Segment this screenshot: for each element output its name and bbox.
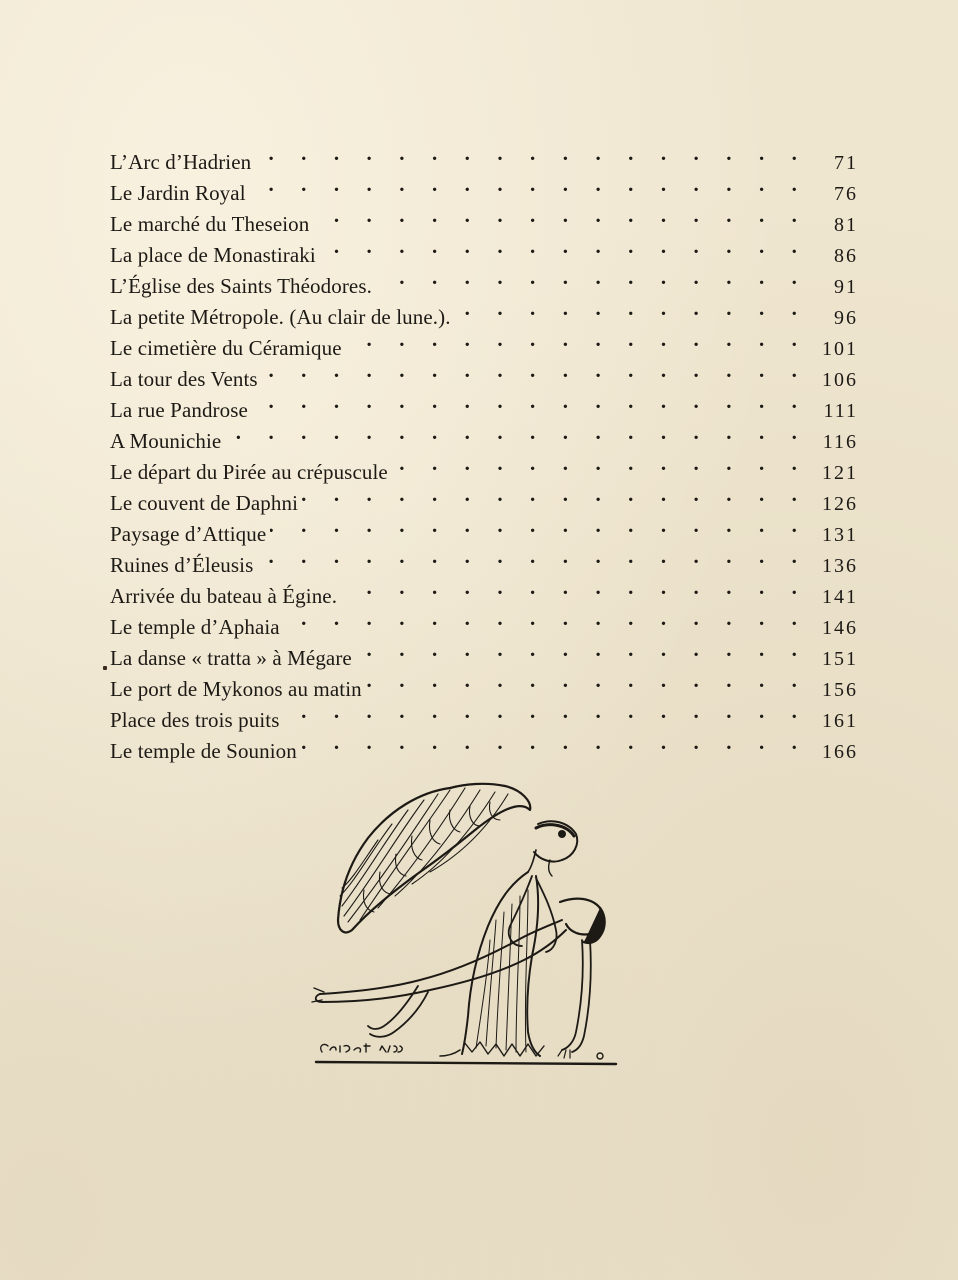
toc-entry-page: 106 bbox=[822, 369, 858, 391]
toc-entry bbox=[110, 634, 858, 670]
toc-entry bbox=[110, 572, 858, 608]
toc-entry bbox=[110, 479, 858, 515]
toc-entry-title: L’Église des Saints Théodores. bbox=[110, 274, 372, 298]
toc-entry bbox=[110, 417, 858, 453]
toc-entry bbox=[110, 138, 858, 174]
toc-entry-title: Arrivée du bateau à Égine. bbox=[110, 584, 338, 608]
toc-entry bbox=[110, 169, 858, 205]
toc-entry bbox=[110, 510, 858, 546]
toc-entry bbox=[110, 355, 858, 391]
dot-leader bbox=[284, 603, 816, 634]
toc-entry-page: 146 bbox=[822, 617, 858, 639]
toc-entry bbox=[110, 603, 858, 639]
toc-entry-title: Le temple de Sounion bbox=[110, 739, 297, 763]
dot-leader bbox=[250, 169, 816, 200]
dot-leader bbox=[455, 293, 816, 324]
table-of-contents bbox=[110, 138, 858, 763]
toc-entry-title: La tour des Vents bbox=[110, 367, 258, 391]
ink-speck bbox=[103, 666, 107, 670]
toc-entry-page: 91 bbox=[834, 276, 858, 298]
toc-entry-page: 136 bbox=[822, 555, 858, 577]
toc-entry-page: 131 bbox=[822, 524, 858, 546]
dot-leader bbox=[366, 665, 816, 696]
toc-entry-title: Le départ du Pirée au crépuscule bbox=[110, 460, 388, 484]
toc-entry-title: A Mounichie bbox=[110, 429, 222, 453]
toc-entry bbox=[110, 231, 858, 267]
dot-leader bbox=[252, 386, 816, 417]
dot-leader bbox=[257, 541, 816, 572]
winged-figure-illustration bbox=[300, 780, 630, 1080]
toc-entry-page: 76 bbox=[834, 183, 858, 205]
toc-entry-title: Ruines d’Éleusis bbox=[110, 553, 254, 577]
dot-leader bbox=[225, 417, 816, 448]
toc-entry-page: 71 bbox=[834, 152, 858, 174]
toc-entry bbox=[110, 448, 858, 484]
toc-entry-title: Le cimetière du Céramique bbox=[110, 336, 342, 360]
dot-leader bbox=[376, 262, 816, 293]
toc-entry-page: 116 bbox=[822, 431, 858, 453]
toc-entry-page: 126 bbox=[822, 493, 858, 515]
dot-leader bbox=[255, 138, 816, 169]
toc-entry-page: 166 bbox=[822, 741, 858, 763]
toc-entry bbox=[110, 200, 858, 236]
dot-leader bbox=[302, 479, 816, 510]
toc-entry-title: Le Jardin Royal bbox=[110, 181, 246, 205]
toc-entry-title: Paysage d’Attique bbox=[110, 522, 267, 546]
dot-leader bbox=[301, 727, 816, 758]
toc-entry-title: La place de Monastiraki bbox=[110, 243, 316, 267]
toc-entry-page: 151 bbox=[822, 648, 858, 670]
toc-entry-title: Le couvent de Daphni bbox=[110, 491, 299, 515]
dot-leader bbox=[284, 696, 817, 727]
toc-entry-page: 101 bbox=[822, 338, 858, 360]
toc-entry bbox=[110, 696, 858, 732]
dot-leader bbox=[346, 324, 816, 355]
toc-entry-title: Le temple d’Aphaia bbox=[110, 615, 280, 639]
dot-leader bbox=[262, 355, 816, 386]
dot-leader bbox=[313, 200, 816, 231]
toc-entry bbox=[110, 324, 858, 360]
toc-entry-page: 121 bbox=[822, 462, 858, 484]
toc-entry-title: Place des trois puits bbox=[110, 708, 280, 732]
toc-entry-title: La danse « tratta » à Mégare bbox=[110, 646, 352, 670]
toc-entry bbox=[110, 665, 858, 701]
toc-entry-page: 141 bbox=[822, 586, 858, 608]
toc-entry bbox=[110, 293, 858, 329]
toc-entry-page: 111 bbox=[823, 400, 858, 422]
dot-leader bbox=[392, 448, 816, 479]
toc-entry-page: 156 bbox=[822, 679, 858, 701]
toc-entry-page: 86 bbox=[834, 245, 858, 267]
dot-leader bbox=[341, 572, 816, 603]
toc-entry-title: La petite Métropole. (Au clair de lune.). bbox=[110, 305, 451, 329]
toc-entry bbox=[110, 386, 858, 422]
toc-entry bbox=[110, 727, 858, 763]
toc-entry bbox=[110, 262, 858, 298]
toc-entry-title: Le port de Mykonos au matin bbox=[110, 677, 362, 701]
toc-entry-title: Le marché du Theseion bbox=[110, 212, 310, 236]
dot-leader bbox=[270, 510, 816, 541]
dot-leader bbox=[356, 634, 816, 665]
toc-entry-title: L’Arc d’Hadrien bbox=[110, 150, 252, 174]
toc-entry bbox=[110, 541, 858, 577]
toc-entry-page: 81 bbox=[834, 214, 858, 236]
toc-entry-page: 161 bbox=[822, 710, 858, 732]
toc-entry-title: La rue Pandrose bbox=[110, 398, 248, 422]
dot-leader bbox=[320, 231, 816, 262]
toc-entry-page: 96 bbox=[834, 307, 858, 329]
